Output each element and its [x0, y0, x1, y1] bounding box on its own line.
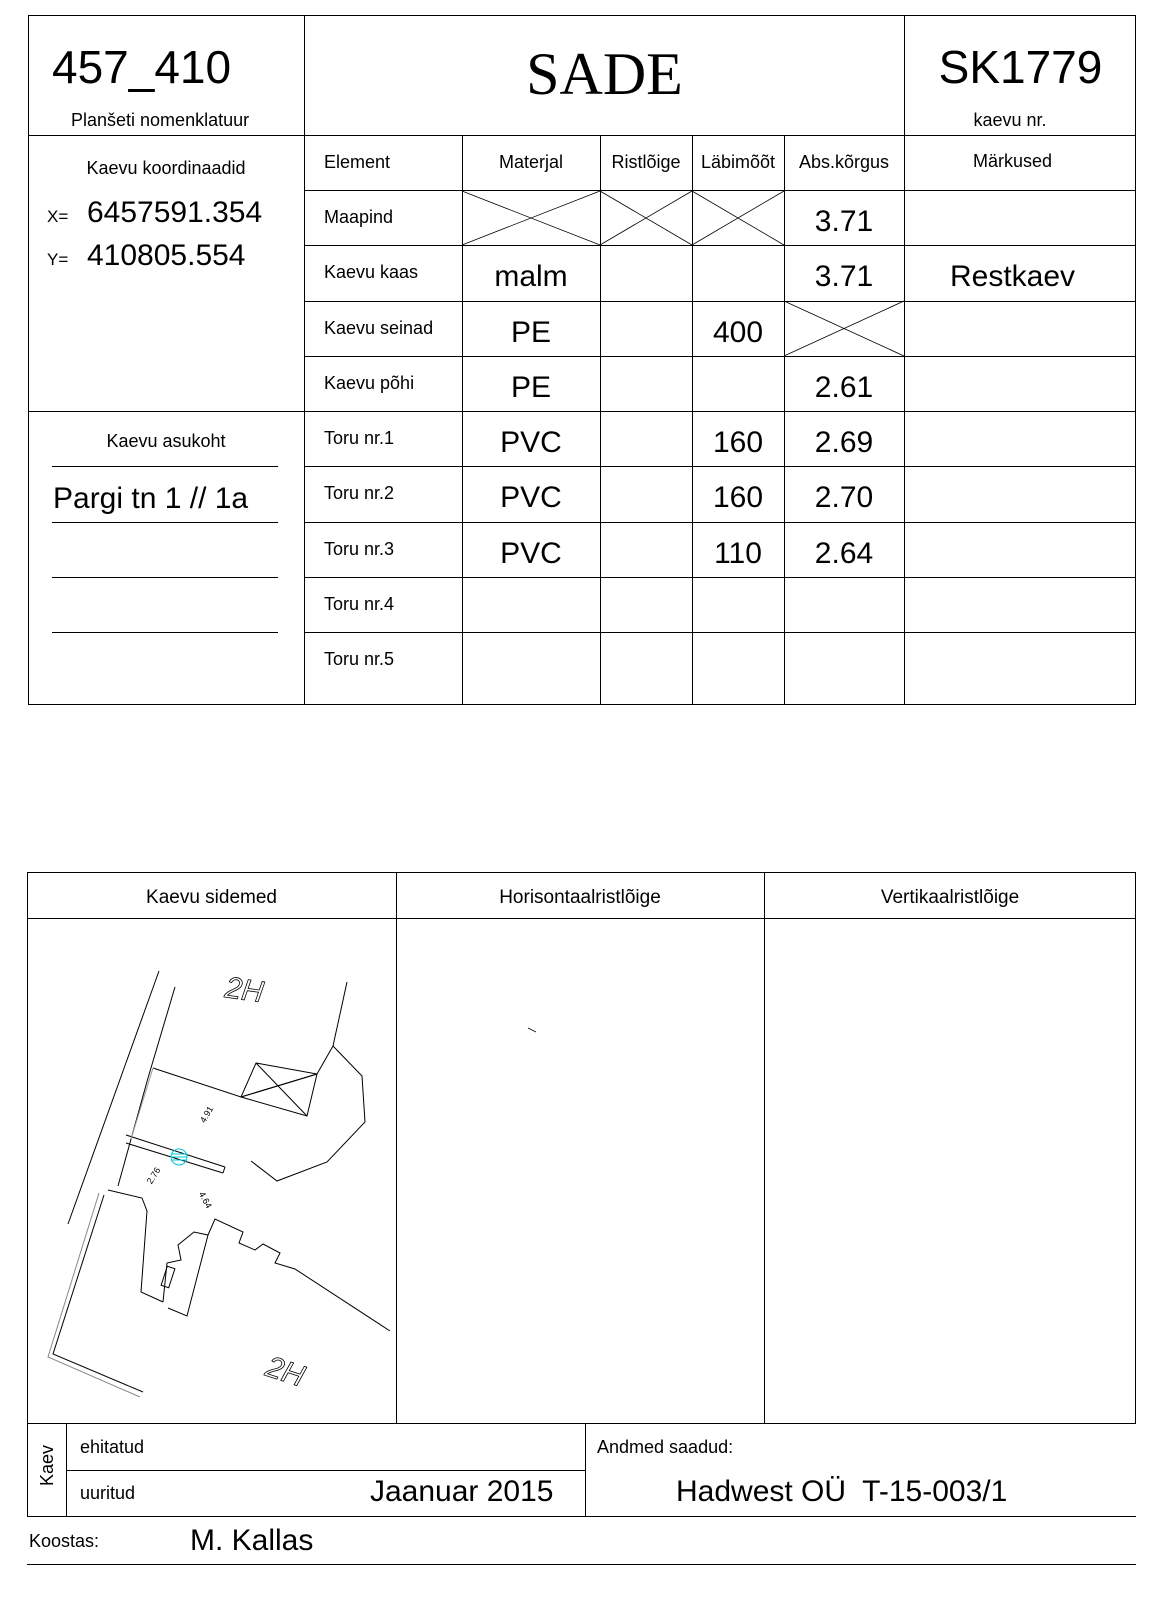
side-label: Kaev	[37, 1444, 57, 1486]
cell-abs-height: 2.61	[814, 371, 874, 404]
x-label: X=	[47, 207, 69, 226]
map-label-bottom: 2H	[261, 1350, 309, 1394]
page-title: SADE	[526, 41, 683, 107]
dimension-label: 4.64	[196, 1189, 214, 1210]
nomenclature-value: 457_410	[52, 41, 232, 93]
cell-element: Toru nr.3	[324, 539, 395, 559]
y-value: 410805.554	[87, 239, 246, 272]
well-number-value: SK1779	[938, 41, 1103, 93]
location-line	[52, 632, 278, 633]
vline	[27, 1424, 28, 1516]
well-ties-sketch	[27, 919, 396, 1424]
nomenclature-label: Planšeti nomenklatuur	[71, 110, 250, 130]
header-element: Element	[324, 152, 391, 172]
cell-material: PVC	[500, 426, 562, 459]
cell-abs-height: 3.71	[814, 205, 874, 238]
x-value: 6457591.354	[87, 196, 263, 229]
compiled-by: M. Kallas	[190, 1524, 314, 1557]
well-number-label: kaevu nr.	[973, 110, 1047, 130]
cell-notes: Restkaev	[949, 260, 1076, 293]
hline	[27, 1516, 1136, 1517]
cell-element: Kaevu kaas	[324, 262, 419, 282]
cell-abs-height: 2.70	[814, 481, 874, 514]
location-label: Kaevu asukoht	[106, 431, 226, 451]
cell-diameter: 160	[712, 426, 764, 459]
cell-material: PVC	[500, 481, 562, 514]
location-value: Pargi tn 1 // 1a	[53, 482, 249, 515]
vline	[396, 872, 397, 1424]
cell-material: PVC	[500, 537, 562, 570]
surveyed-label: uuritud	[80, 1483, 136, 1503]
header-material: Materjal	[498, 152, 564, 172]
cell-material: PE	[510, 316, 552, 349]
location-line	[52, 522, 278, 523]
header-abs-height: Abs.kõrgus	[798, 152, 890, 172]
dimension-label: 2.76	[144, 1165, 163, 1186]
section-mark	[528, 1028, 540, 1036]
location-line	[52, 466, 278, 467]
dimension-label: 4.91	[197, 1104, 216, 1125]
y-label: Y=	[47, 250, 69, 269]
cell-diameter: 110	[714, 537, 762, 570]
header-cross-section: Ristlõige	[611, 152, 681, 172]
header-diameter: Läbimõõt	[700, 152, 776, 172]
hline	[66, 1470, 585, 1471]
cell-abs-height: 2.69	[814, 426, 874, 459]
compiled-label: Koostas:	[29, 1531, 100, 1551]
cell-material: PE	[510, 371, 552, 404]
cell-element: Toru nr.4	[324, 594, 395, 614]
location-line	[52, 577, 278, 578]
hline	[27, 1564, 1136, 1565]
cell-abs-height: 3.71	[814, 260, 874, 293]
cell-element: Toru nr.5	[324, 649, 395, 669]
map-label-top: 2H	[223, 971, 266, 1010]
cell-element: Maapind	[324, 207, 394, 227]
cell-material: malm	[494, 260, 568, 293]
data-from-value: Hadwest OÜ T-15-003/1	[676, 1475, 1008, 1508]
data-from-label: Andmed saadud:	[597, 1437, 734, 1457]
header-notes: Märkused	[972, 151, 1053, 171]
coordinates-label: Kaevu koordinaadid	[86, 158, 246, 178]
well-marker-icon	[171, 1149, 187, 1165]
built-label: ehitatud	[80, 1437, 145, 1457]
cell-abs-height: 2.64	[814, 537, 874, 570]
section-vertical-title: Vertikaalristlõige	[880, 887, 1020, 908]
vline	[764, 872, 765, 1424]
surveyed-date: Jaanuar 2015	[370, 1475, 554, 1508]
cell-element: Kaevu seinad	[324, 318, 434, 338]
vline	[585, 1424, 586, 1516]
cell-diameter: 400	[712, 316, 764, 349]
cell-element: Kaevu põhi	[324, 373, 415, 393]
cell-element: Toru nr.2	[324, 483, 395, 503]
cell-diameter: 160	[712, 481, 764, 514]
section-ties-title: Kaevu sidemed	[146, 887, 277, 908]
cell-element: Toru nr.1	[324, 428, 395, 448]
section-horizontal-title: Horisontaalristlõige	[499, 887, 661, 908]
